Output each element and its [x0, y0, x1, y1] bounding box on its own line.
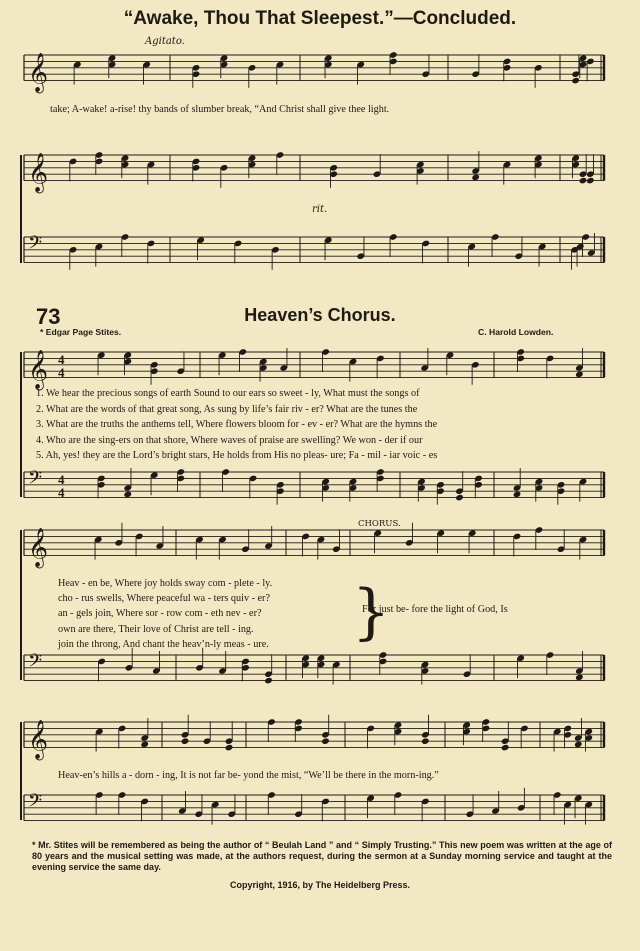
verse-line: 3. What are the truths the anthems tell, Where flowers bloom for - ev - er? What are the hymns the [36, 419, 438, 430]
refrain-line: an - gels join, Where sor - row com - eth nev - er? [58, 608, 262, 620]
note-head [421, 737, 430, 745]
time-signature: 4 [58, 352, 65, 367]
tempo-marking: Agitato. [145, 36, 185, 47]
note-head [574, 741, 583, 749]
first-piece-lyric: take; A-wake! a-rise! thy bands of slumber break, “And Christ shall give thee light. [50, 104, 390, 115]
footnote: * Mr. Stites will be remembered as being the author of “ Beulah Land ” and “ Simply Trusting.” This new poem was written at the age of 80 years and the musical setting was made, at the authors request, during the sermon at a Sunday morning service and taught at the evening service the same day. [32, 840, 612, 872]
note-head [471, 174, 480, 182]
note-head [225, 744, 234, 752]
verse-line: 2. What are the words of that great song, As sung by life’s fair riv - er? What are the tunes the [36, 403, 418, 415]
hymn-number: 73 [36, 304, 61, 329]
clef-icon: 𝄢 [28, 651, 43, 676]
clef-icon: 𝄞 [28, 52, 49, 93]
refrain-brace: } [352, 577, 391, 647]
note-head [321, 737, 330, 745]
clef-icon: 𝄢 [28, 233, 43, 258]
note-head [586, 177, 595, 185]
note-head [571, 77, 580, 85]
page-header: “Awake, Thou That Sleepest.”—Concluded. [123, 8, 517, 29]
last-lyric-line: Heav-en’s hills a - dorn - ing, It is not far be- yond the mist, “We’ll be there in the morn-ing.” [58, 770, 439, 781]
clef-icon: 𝄢 [28, 468, 43, 493]
note-head [455, 494, 464, 502]
author-credit: * Edgar Page Stites. [40, 327, 122, 337]
note-head [575, 371, 584, 379]
chorus-label: CHORUS. [358, 519, 401, 529]
note-head [123, 491, 132, 499]
note-head [140, 741, 149, 749]
refrain-line: own are there, Their love of Christ are tell - ing. [58, 623, 254, 635]
clef-icon: 𝄞 [28, 527, 49, 568]
verse-line: 4. Who are the sing-ers on that shore, Where waves of praise are swelling? We won - der if our [36, 434, 423, 446]
clef-icon: 𝄞 [28, 349, 49, 390]
refrain-lines [58, 578, 272, 654]
note-head [264, 677, 273, 685]
verse-list [36, 388, 437, 466]
time-signature: 4 [58, 472, 65, 487]
note-head [181, 737, 190, 745]
refrain-line: join the throng, And chant the heav’n-ly meas - ure. [58, 638, 269, 650]
hymn-title: Heaven’s Chorus. [244, 305, 396, 325]
ritardando-marking: rit. [312, 204, 328, 215]
clef-icon: 𝄢 [28, 791, 43, 816]
refrain-line: cho - rus swells, Where peaceful wa - ters quiv - er? [58, 593, 270, 605]
verse-line: 1. We hear the precious songs of earth Sound to our ears so sweet - ly, What must the songs of [36, 388, 420, 399]
note-head [501, 744, 510, 752]
note-head [575, 674, 584, 682]
note-head [579, 177, 588, 185]
refrain-line: Heav - en be, Where joy holds sway com - plete - ly. [58, 578, 273, 589]
time-signature: 4 [58, 485, 65, 500]
verse-line: 5. Ah, yes! they are the Lord’s bright stars, He holds from His no pleas- ure; Fa - mil - iar voic - es [36, 450, 438, 461]
clef-icon: 𝄞 [28, 152, 49, 193]
copyright: Copyright, 1916, by The Heidelberg Press. [229, 880, 411, 890]
clef-icon: 𝄞 [28, 719, 49, 760]
composer-credit: C. Harold Lowden. [478, 327, 554, 337]
note-head [513, 491, 522, 499]
time-signature: 4 [58, 365, 65, 380]
chorus-line: For just be- fore the light of God, Is [362, 604, 508, 615]
